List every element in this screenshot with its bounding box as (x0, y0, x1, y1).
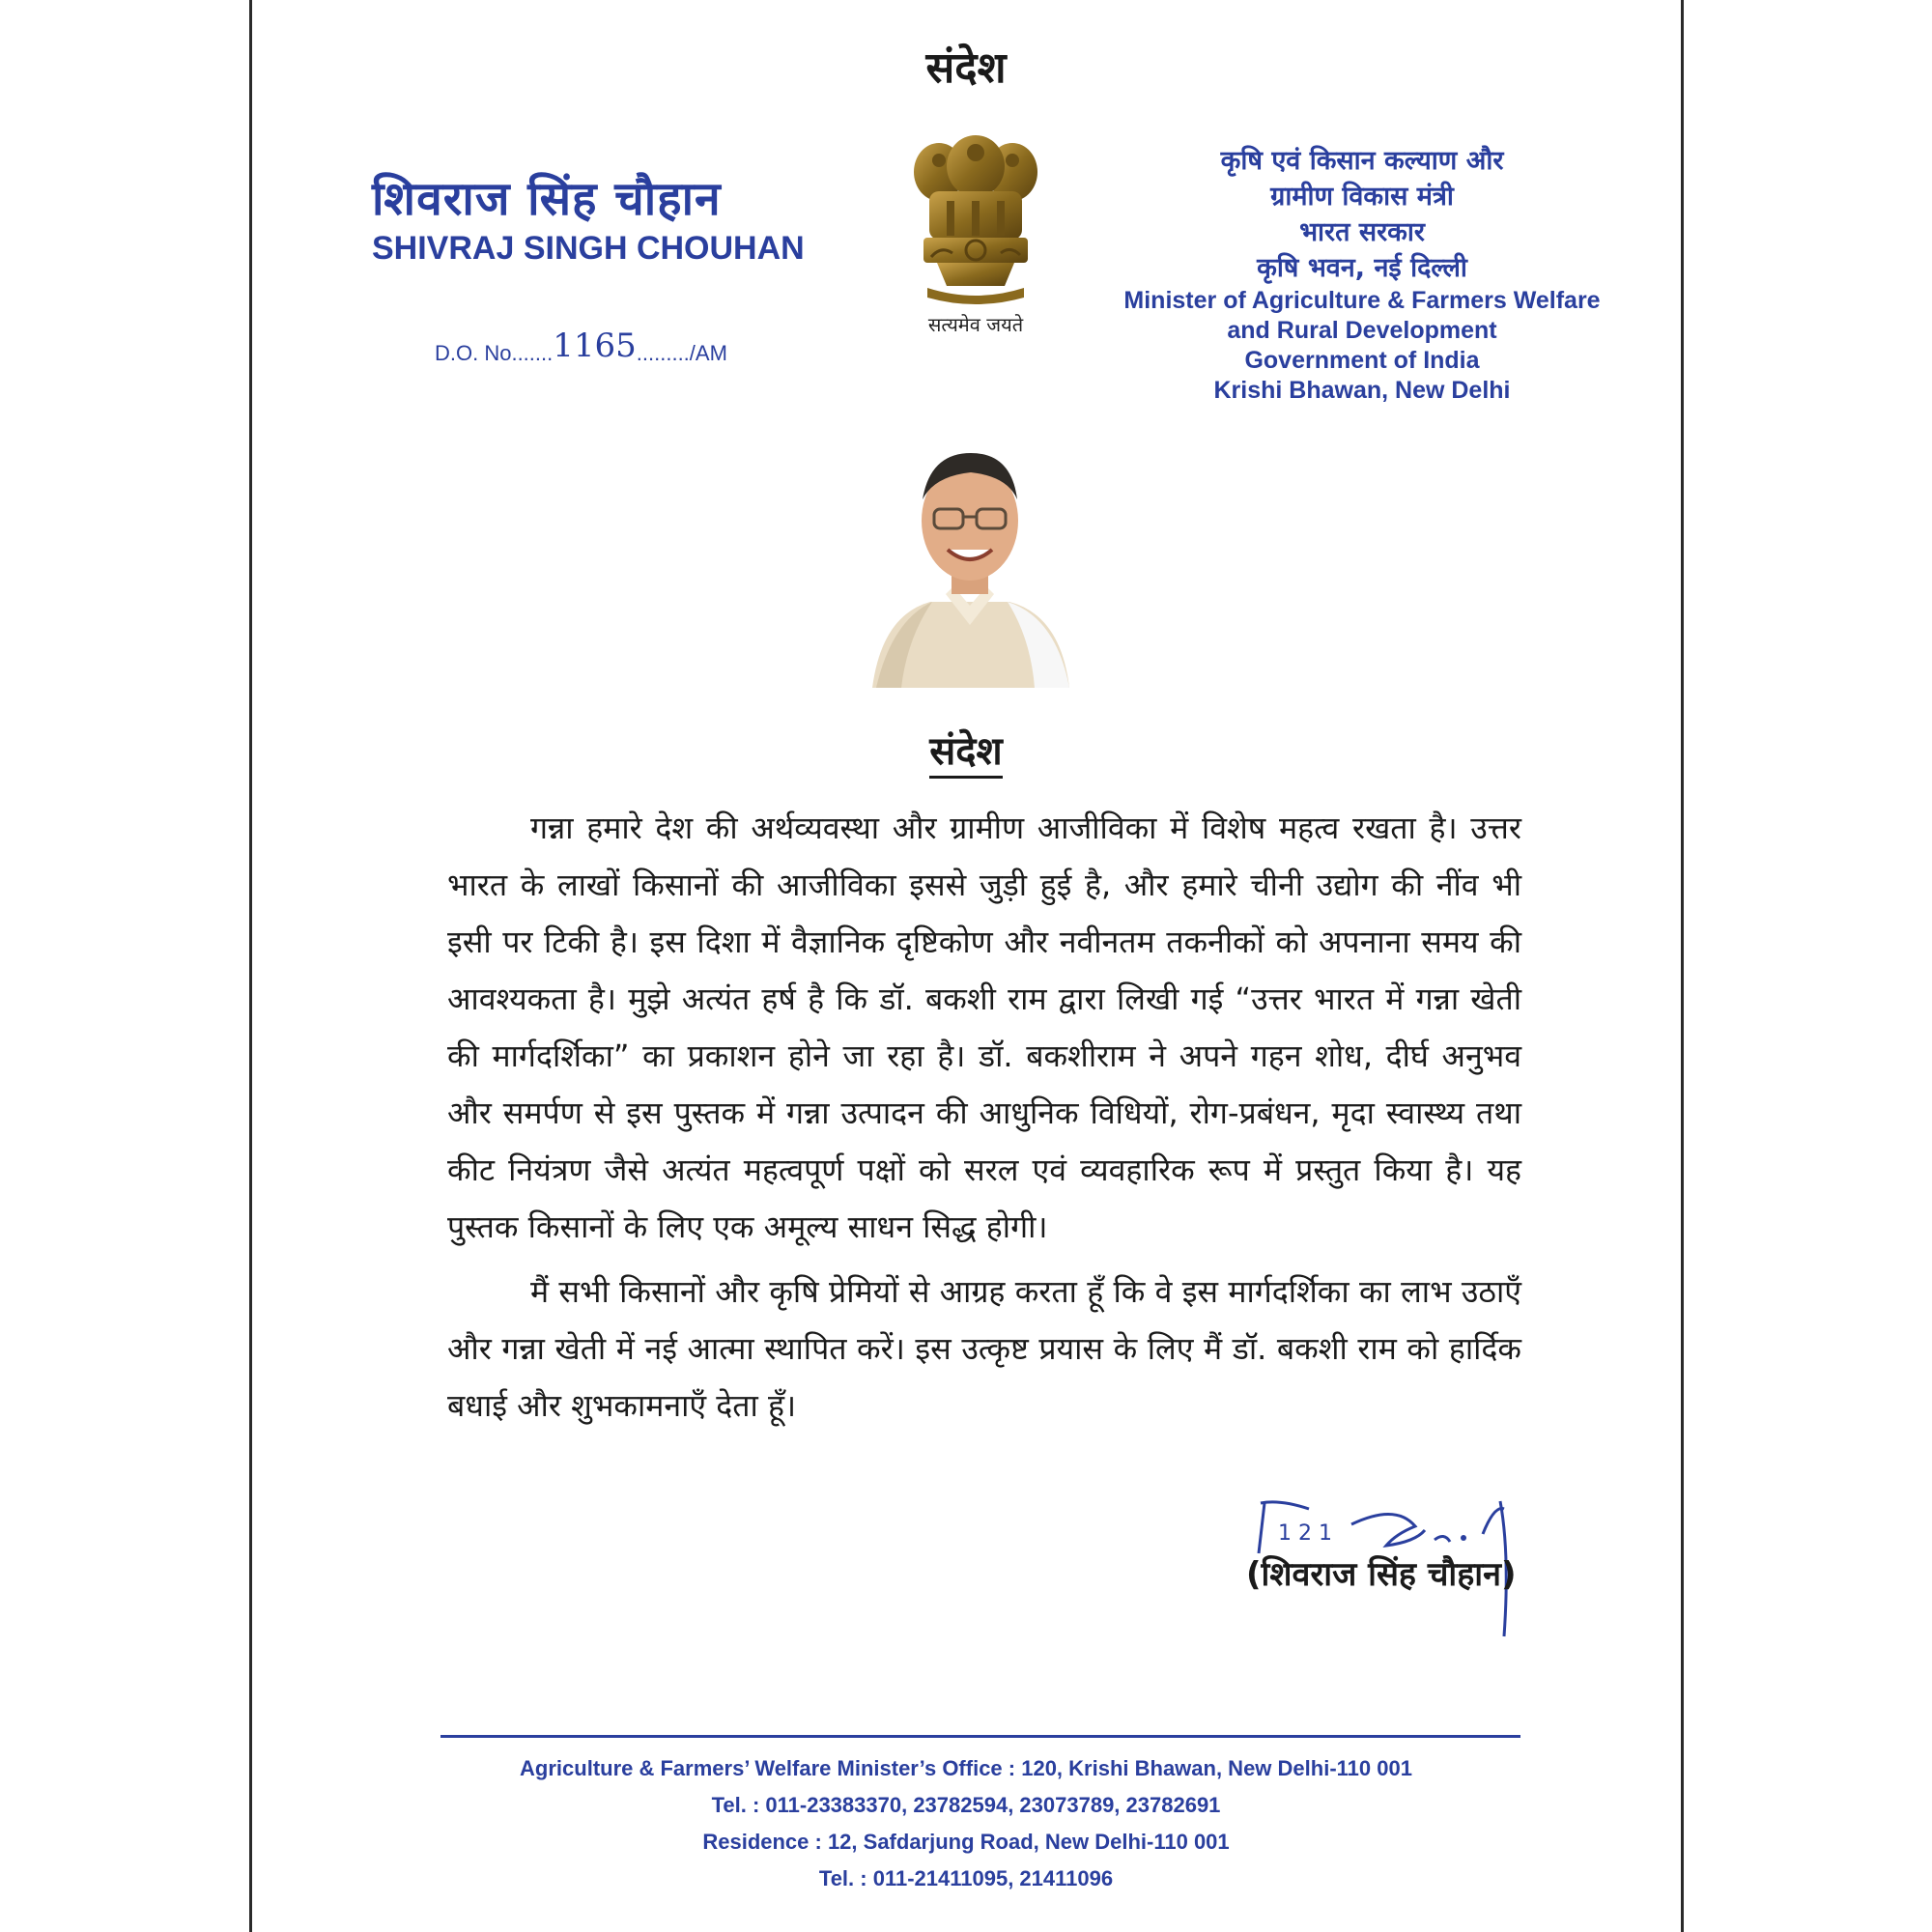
page-top-heading: संदेश (925, 43, 1007, 93)
office-english-line: Krishi Bhawan, New Delhi (1213, 377, 1511, 404)
footer-residence: Residence : 12, Safdarjung Road, New Delhi-110 001 (702, 1830, 1230, 1854)
message-heading (0, 723, 1932, 776)
message-paragraph: मैं सभी किसानों और कृषि प्रेमियों से आग्रह करता हूँ कि वे इस मार्गदर्शिका का लाभ उठाएँ और गन्ना खेती में नई आत्मा स्थापित करें। इस उत्कृष्ट प्रयास के लिए मैं डॉ. बकशी राम को हार्दिक बधाई और शुभकामनाएँ देता हूँ। (447, 1273, 1521, 1424)
footer-office-tel: Tel. : 011-23383370, 23782594, 23073789, 23782691 (711, 1793, 1221, 1817)
message-paragraph: गन्ना हमारे देश की अर्थव्यवस्था और ग्रामीण आजीविका में विशेष महत्व रखता है। उत्तर भारत के लाखों किसानों की आजीविका इससे जुड़ी हुई है, और हमारे चीनी उद्योग की नींव भी इसी पर टिकी है। इस दिशा में वैज्ञानिक दृष्टिकोण और नवीनतम तकनीकों को अपनाना समय की आवश्यकता है। मुझे अत्यंत हर्ष है कि डॉ. बकशी राम द्वारा लिखी गई “उत्तर भारत में गन्ना खेती की मार्गदर्शिका” का प्रकाशन होने जा रहा है। डॉ. बकशीराम ने अपने गहन शोध, दीर्घ अनुभव और समर्पण से इस पुस्तक में गन्ना उत्पादन की आधुनिक विधियों, रोग-प्रबंधन, मृदा स्वास्थ्य तथा कीट नियंत्रण जैसे अत्यंत महत्वपूर्ण पक्षों को सरल एवं व्यवहारिक रूप में प्रस्तुत किया है। यह पुस्तक किसानों के लिए एक अमूल्य साधन सिद्ध होगी। (447, 810, 1521, 1245)
office-english-line: Government of India (1244, 347, 1480, 374)
minister-office-block (1101, 143, 1623, 406)
sender-name-hindi: शिवराज सिंह चौहान (372, 172, 722, 226)
office-english-line: and Rural Development (1227, 317, 1497, 344)
message-body (447, 800, 1521, 1442)
footer-divider (440, 1735, 1520, 1738)
page-border-right (1681, 0, 1684, 1932)
office-english-line: Minister of Agriculture & Farmers Welfare (1123, 287, 1601, 314)
emblem-motto: सत्यमेव जयते (927, 313, 1024, 336)
footer-residence-tel: Tel. : 011-21411095, 21411096 (818, 1866, 1114, 1890)
footer-office-address: Agriculture & Farmers’ Welfare Minister’s Office : 120, Krishi Bhawan, New Delhi-110 001 (520, 1756, 1412, 1780)
office-hindi-line: भारत सरकार (1299, 217, 1425, 247)
ashoka-emblem-icon (908, 133, 1043, 307)
sender-name-english: SHIVRAJ SINGH CHOUHAN (372, 230, 805, 267)
do-prefix: D.O. No....... (435, 341, 554, 365)
do-suffix: ........./AM (636, 341, 727, 365)
signature-date-text: 1 2 1 (1278, 1521, 1332, 1546)
do-number-line (435, 327, 727, 369)
minister-portrait-photo (863, 432, 1077, 688)
office-hindi-line: कृषि भवन, नई दिल्ली (1257, 253, 1467, 283)
letterhead-footer (0, 1750, 1932, 1897)
do-number-handwritten: 1165 (553, 327, 637, 365)
signatory-name: (शिवराज सिंह चौहान) (1246, 1555, 1517, 1594)
page-border-left (249, 0, 252, 1932)
message-heading-text: संदेश (929, 729, 1002, 779)
office-hindi-line: कृषि एवं किसान कल्याण और (1220, 146, 1504, 176)
office-hindi-line: ग्रामीण विकास मंत्री (1270, 182, 1454, 212)
